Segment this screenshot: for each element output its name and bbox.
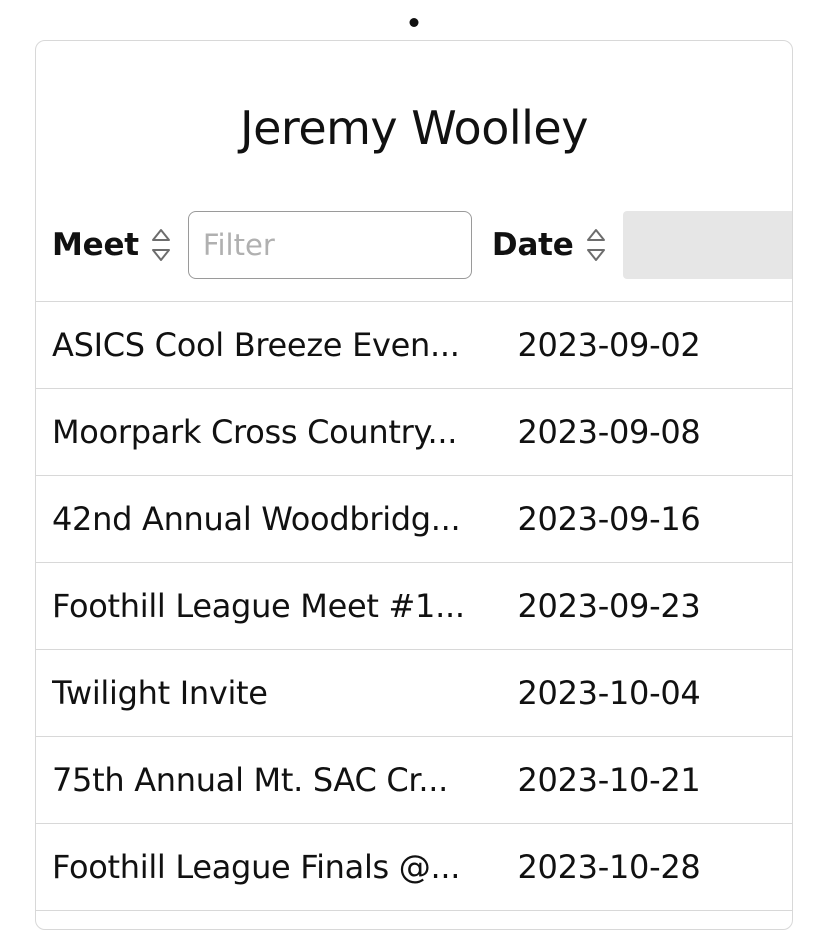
cell-meet: 75th Annual Mt. SAC Cr... bbox=[52, 760, 448, 799]
camera-dot-icon bbox=[410, 18, 419, 27]
cell-date: 2023-10-04 bbox=[517, 673, 701, 712]
table-row[interactable] bbox=[36, 737, 792, 824]
table-row[interactable] bbox=[36, 302, 792, 389]
sort-updown-icon[interactable] bbox=[148, 228, 174, 262]
cell-date: 2023-09-16 bbox=[517, 499, 701, 538]
table-row[interactable] bbox=[36, 824, 792, 911]
cell-date: 2023-09-02 bbox=[517, 325, 701, 364]
table-body bbox=[36, 302, 792, 911]
cell-meet: Moorpark Cross Country... bbox=[52, 412, 458, 451]
results-card bbox=[35, 40, 793, 930]
column-header-meet[interactable] bbox=[52, 227, 174, 263]
cell-date: 2023-09-23 bbox=[517, 586, 701, 625]
page-title: Jeremy Woolley bbox=[240, 101, 588, 155]
sort-updown-icon[interactable] bbox=[583, 228, 609, 262]
cell-meet: Foothill League Meet #1... bbox=[52, 586, 465, 625]
cell-meet: Foothill League Finals @... bbox=[52, 847, 461, 886]
cell-meet: 42nd Annual Woodbridg... bbox=[52, 499, 461, 538]
table-row[interactable] bbox=[36, 389, 792, 476]
cell-meet: ASICS Cool Breeze Even... bbox=[52, 325, 460, 364]
table-row[interactable] bbox=[36, 650, 792, 737]
column-header-date[interactable] bbox=[492, 227, 609, 263]
cell-date: 2023-10-28 bbox=[517, 847, 701, 886]
column-header-meet-label: Meet bbox=[52, 227, 139, 264]
cell-meet: Twilight Invite bbox=[52, 673, 268, 712]
cell-date: 2023-10-21 bbox=[517, 760, 701, 799]
date-filter-input[interactable] bbox=[623, 211, 792, 279]
meet-filter-input[interactable] bbox=[188, 211, 472, 279]
column-header-date-label: Date bbox=[491, 227, 574, 264]
cell-date: 2023-09-08 bbox=[517, 412, 701, 451]
table-row[interactable] bbox=[36, 563, 792, 650]
table-row[interactable] bbox=[36, 476, 792, 563]
table-header-row bbox=[36, 190, 792, 302]
